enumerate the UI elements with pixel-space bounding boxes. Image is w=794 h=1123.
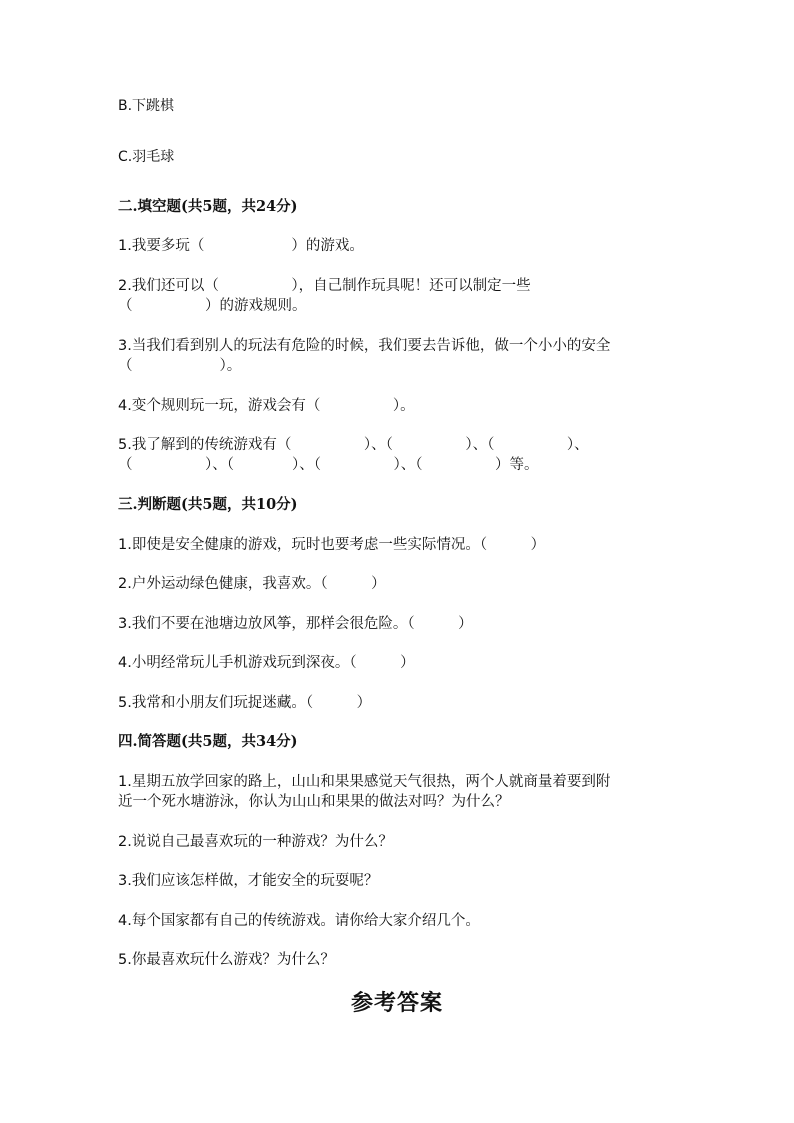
short-answer-question-4: 4.每个国家都有自己的传统游戏。请你给大家介绍几个。 — [118, 913, 480, 929]
short-answer-question-2: 2.说说自己最喜欢玩的一种游戏？为什么？ — [118, 834, 393, 850]
section-heading-short-answer: 四.简答题(共5题，共34分) — [118, 733, 298, 750]
short-answer-question-3: 3.我们应该怎样做，才能安全的玩耍呢？ — [118, 873, 379, 889]
fill-blank-question-5-line-2: （ ）、（ ）、（ ）、（ ）等。 — [118, 457, 539, 473]
short-answer-question-1-line-2: 近一个死水塘游泳，你认为山山和果果的做法对吗？为什么？ — [118, 794, 510, 810]
fill-blank-question-2-line-2: （ ）的游戏规则。 — [118, 298, 307, 314]
option-c: C.羽毛球 — [118, 149, 175, 165]
fill-blank-question-2-line-1: 2.我们还可以（ ），自己制作玩具呢！还可以制定一些 — [118, 278, 531, 294]
true-false-question-1: 1.即使是安全健康的游戏，玩时也要考虑一些实际情况。（ ） — [118, 537, 546, 553]
true-false-question-5: 5.我常和小朋友们玩捉迷藏。（ ） — [118, 695, 372, 711]
short-answer-question-5: 5.你最喜欢玩什么游戏？为什么？ — [118, 952, 335, 968]
section-heading-fill-blank: 二.填空题(共5题，共24分) — [118, 198, 298, 215]
fill-blank-question-3-line-1: 3.当我们看到别人的玩法有危险的时候，我们要去告诉他，做一个小小的安全 — [118, 338, 611, 354]
true-false-question-2: 2.户外运动绿色健康，我喜欢。（ ） — [118, 576, 386, 592]
fill-blank-question-1: 1.我要多玩（ ）的游戏。 — [118, 238, 364, 254]
fill-blank-question-3-line-2: （ ）。 — [118, 358, 242, 374]
short-answer-question-1-line-1: 1.星期五放学回家的路上，山山和果果感觉天气很热，两个人就商量着要到附 — [118, 774, 611, 790]
fill-blank-question-4: 4.变个规则玩一玩，游戏会有（ ）。 — [118, 398, 415, 414]
true-false-question-4: 4.小明经常玩儿手机游戏玩到深夜。（ ） — [118, 655, 415, 671]
section-heading-true-false: 三.判断题(共5题，共10分) — [118, 496, 298, 513]
fill-blank-question-5-line-1: 5.我了解到的传统游戏有（ ）、（ ）、（ ）、 — [118, 437, 589, 453]
answer-key-title: 参考答案 — [350, 990, 443, 1016]
true-false-question-3: 3.我们不要在池塘边放风筝，那样会很危险。（ ） — [118, 616, 473, 632]
option-b: B.下跳棋 — [118, 98, 175, 114]
